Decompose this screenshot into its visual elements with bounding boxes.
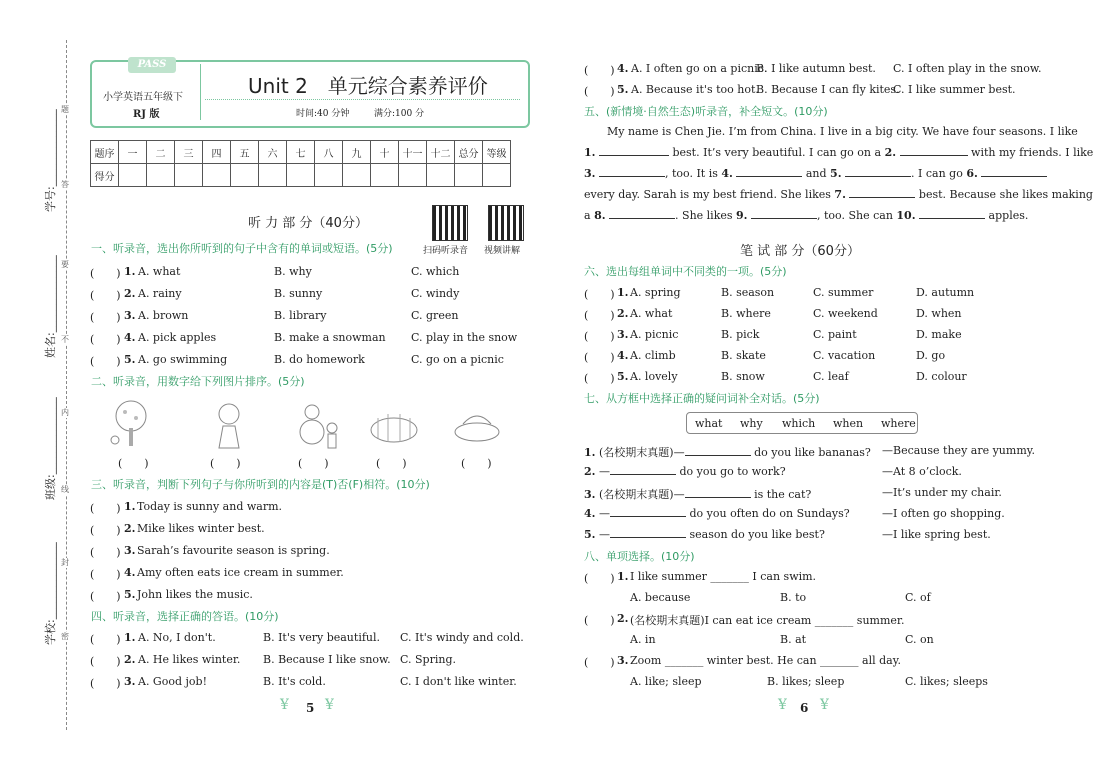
option: A. what — [630, 307, 673, 320]
class-label: 班级:______________ — [44, 397, 57, 500]
palm-tree-icon: ¥ — [325, 697, 334, 713]
page-number: 5 — [306, 701, 315, 715]
option: C. paint — [813, 328, 857, 341]
brand-logo: PASS — [128, 57, 176, 73]
option: D. make — [916, 328, 962, 341]
option: A. pick apples — [138, 331, 217, 344]
blank-field[interactable] — [685, 455, 751, 456]
answer-bracket[interactable]: ( ) — [90, 633, 121, 646]
question-text: I like summer _______ I can swim. — [630, 570, 817, 583]
table-cell: 六 — [259, 141, 287, 164]
question-number: 4. — [124, 566, 136, 579]
option: A. Good job! — [138, 675, 208, 688]
table-cell: 七 — [287, 141, 315, 164]
option: C. which — [411, 265, 460, 278]
option: D. autumn — [916, 286, 975, 299]
answer-bracket[interactable]: ( ) — [210, 457, 241, 470]
question-number: 2. — [617, 612, 629, 625]
title-underline — [205, 99, 520, 100]
question-number: 5. — [617, 83, 629, 96]
blank-field[interactable] — [919, 218, 985, 219]
section-1-title: 一、听录音，选出你所听到的句子中含有的单词或短语。(5分) — [91, 242, 393, 255]
option: A. I often go on a picnic. — [631, 62, 768, 75]
score-cell[interactable] — [119, 164, 147, 187]
option: B. make a snowman — [274, 331, 386, 344]
school-label: 学校:______________ — [44, 542, 57, 645]
blank-field[interactable] — [845, 176, 911, 177]
question-number: 3. — [617, 328, 629, 341]
option: A. go swimming — [138, 353, 228, 366]
option: C. on — [905, 633, 934, 646]
word-bank-item: when — [833, 417, 864, 430]
section-2-title: 二、听录音，用数字给下列图片排序。(5分) — [91, 375, 305, 388]
answer-bracket[interactable]: ( ) — [90, 333, 121, 346]
score-cell[interactable] — [315, 164, 343, 187]
option: D. colour — [916, 370, 967, 383]
answer-bracket[interactable]: ( ) — [90, 524, 121, 537]
dialogue-question: 3. (名校期末真题)— is the cat? — [584, 488, 812, 501]
question-text: (名校期末真题)I can eat ice cream _______ summer. — [630, 614, 905, 627]
passage-line: My name is Chen Jie. I’m from China. I live in a big city. We have four seasons. I like — [607, 125, 1078, 138]
score-cell[interactable] — [455, 164, 483, 187]
answer-bracket[interactable]: ( ) — [90, 590, 121, 603]
cut-char: 题 — [61, 105, 69, 114]
answer-bracket[interactable]: ( ) — [584, 85, 615, 98]
score-cell[interactable] — [483, 164, 511, 187]
time-label: 时间:40 分钟 — [296, 109, 350, 119]
edition-label: RJ 版 — [133, 109, 160, 120]
table-cell: 二 — [147, 141, 175, 164]
passage-line: 3. , too. It is 4. and 5. . I can go 6. — [584, 167, 1047, 180]
question-number: 5. — [124, 353, 136, 366]
cut-char: 答 — [61, 180, 69, 189]
question-number: 1. — [617, 286, 629, 299]
option: A. what — [138, 265, 181, 278]
section-3-title: 三、听录音，判断下列句子与你所听到的内容是(T)否(F)相符。(10分) — [91, 478, 430, 491]
question-number: 5. — [617, 370, 629, 383]
option: A. like; sleep — [630, 675, 702, 688]
dialogue-question: 2. — do you go to work? — [584, 465, 786, 478]
section-7-title: 七、从方框中选择正确的疑问词补全对话。(5分) — [584, 392, 820, 405]
question-number: 1. — [124, 265, 136, 278]
option: B. where — [721, 307, 771, 320]
question-text: Zoom _______ winter best. He can _______ all day. — [630, 654, 901, 667]
statement: Sarah’s favourite season is spring. — [137, 544, 330, 557]
option: C. vacation — [813, 349, 876, 362]
table-cell: 一 — [119, 141, 147, 164]
cut-char: 线 — [61, 485, 69, 494]
option: A. Because it's too hot. — [631, 83, 759, 96]
option: C. of — [905, 591, 931, 604]
answer-bracket[interactable]: ( ) — [584, 309, 615, 322]
option: B. library — [274, 309, 327, 322]
option: A. spring — [630, 286, 681, 299]
option: B. It's very beautiful. — [263, 631, 381, 644]
section-8-title: 八、单项选择。(10分) — [584, 550, 695, 563]
library-picture — [368, 398, 420, 450]
score-cell[interactable] — [371, 164, 399, 187]
option: A. climb — [630, 349, 676, 362]
dialogue-question: 5. — season do you like best? — [584, 528, 825, 541]
section-5-title: 五、(新情境·自然生态)听录音，补全短文。(10分) — [584, 105, 828, 118]
option: A. because — [630, 591, 691, 604]
answer-bracket[interactable]: ( ) — [584, 614, 615, 627]
passage-line: 1. best. It’s very beautiful. I can go on a 2. with my friends. I like — [584, 146, 1093, 159]
palm-tree-icon: ¥ — [820, 697, 829, 713]
option: B. why — [274, 265, 312, 278]
option: C. I don't like winter. — [400, 675, 517, 688]
blank-field[interactable] — [751, 218, 817, 219]
option: A. picnic — [630, 328, 679, 341]
answer-bracket[interactable]: ( ) — [118, 457, 149, 470]
question-number: 4. — [617, 62, 629, 75]
answer-bracket[interactable]: ( ) — [584, 64, 615, 77]
option: C. likes; sleeps — [905, 675, 988, 688]
blank-field[interactable] — [609, 218, 675, 219]
option: D. go — [916, 349, 946, 362]
option: B. Because I can fly kites. — [756, 83, 900, 96]
word-bank-item: why — [740, 417, 763, 430]
option: B. pick — [721, 328, 760, 341]
question-number: 2. — [124, 522, 136, 535]
answer-bracket[interactable]: ( ) — [90, 289, 121, 302]
answer-bracket[interactable]: ( ) — [90, 267, 121, 280]
option: C. I often play in the snow. — [893, 62, 1042, 75]
palm-tree-icon: ¥ — [280, 697, 289, 713]
score-cell[interactable] — [147, 164, 175, 187]
score-cell[interactable] — [399, 164, 427, 187]
question-number: 3. — [124, 309, 136, 322]
option: C. play in the snow — [411, 331, 518, 344]
dialogue-question: 4. — do you often do on Sundays? — [584, 507, 850, 520]
table-cell: 十 — [371, 141, 399, 164]
option: B. season — [721, 286, 775, 299]
option: D. when — [916, 307, 962, 320]
cut-char: 密 — [61, 632, 69, 641]
question-number: 1. — [617, 570, 629, 583]
option: B. snow — [721, 370, 765, 383]
qr-caption: 视频讲解 — [484, 246, 521, 256]
blank-field[interactable] — [685, 497, 751, 498]
qr-caption: 扫码听录音 — [423, 246, 469, 256]
score-table — [90, 140, 511, 187]
option: C. windy — [411, 287, 460, 300]
question-number: 1. — [124, 500, 136, 513]
option: B. sunny — [274, 287, 323, 300]
page-title: Unit 2 单元综合素养评价 — [248, 74, 488, 98]
option: B. do homework — [274, 353, 365, 366]
header-divider — [200, 64, 201, 120]
question-number: 4. — [124, 331, 136, 344]
answer-bracket[interactable]: ( ) — [584, 330, 615, 343]
score-table-header-row — [91, 141, 511, 164]
answer-bracket[interactable]: ( ) — [461, 457, 492, 470]
option: C. leaf — [813, 370, 849, 383]
table-cell: 九 — [343, 141, 371, 164]
option: C. I like summer best. — [893, 83, 1016, 96]
table-cell: 总分 — [455, 141, 483, 164]
page-number: 6 — [800, 701, 809, 715]
answer-bracket[interactable]: ( ) — [90, 502, 121, 515]
score-cell[interactable] — [287, 164, 315, 187]
table-cell: 题序 — [91, 141, 119, 164]
table-cell: 十二 — [427, 141, 455, 164]
table-cell: 四 — [203, 141, 231, 164]
blank-field[interactable] — [610, 537, 686, 538]
table-cell: 三 — [175, 141, 203, 164]
option: C. green — [411, 309, 459, 322]
score-cell[interactable] — [203, 164, 231, 187]
passage-line: every day. Sarah is my best friend. She likes 7. best. Because she likes making — [584, 188, 1093, 201]
blank-field[interactable] — [736, 176, 802, 177]
table-cell: 得分 — [91, 164, 119, 187]
option: C. It's windy and cold. — [400, 631, 524, 644]
answer-bracket[interactable]: ( ) — [90, 568, 121, 581]
binding-line — [66, 40, 67, 730]
question-number: 2. — [124, 653, 136, 666]
snowman-picture — [290, 398, 342, 450]
section-4-title: 四、听录音，选择正确的答语。(10分) — [91, 610, 279, 623]
dialogue-question: 1. (名校期末真题)— do you like bananas? — [584, 446, 871, 459]
answer-bracket[interactable]: ( ) — [90, 546, 121, 559]
student-id-label: 学号:______________ — [44, 109, 57, 212]
cut-char: 封 — [61, 558, 69, 567]
score-cell[interactable] — [259, 164, 287, 187]
option: A. He likes winter. — [138, 653, 241, 666]
blank-field[interactable] — [849, 197, 915, 198]
qr-code-icon[interactable] — [432, 205, 468, 241]
option: C. weekend — [813, 307, 878, 320]
option: B. to — [780, 591, 807, 604]
girl-picture — [203, 398, 255, 450]
answer-bracket[interactable]: ( ) — [90, 355, 121, 368]
table-cell: 等级 — [483, 141, 511, 164]
passage-line: a 8. . She likes 9. , too. She can 10. apples. — [584, 209, 1029, 222]
dialogue-answer: —Because they are yummy. — [882, 444, 1036, 457]
cut-char: 不 — [61, 335, 69, 344]
blank-field[interactable] — [981, 176, 1047, 177]
option: C. Spring. — [400, 653, 456, 666]
answer-bracket[interactable]: ( ) — [90, 677, 121, 690]
apple-picking-picture — [105, 398, 157, 450]
answer-bracket[interactable]: ( ) — [584, 656, 615, 669]
score-table-score-row — [91, 164, 511, 187]
dialogue-answer: —I like spring best. — [882, 528, 991, 541]
question-number: 2. — [124, 287, 136, 300]
option: A. No, I don't. — [138, 631, 216, 644]
option: B. Because I like snow. — [263, 653, 391, 666]
answer-bracket[interactable]: ( ) — [584, 572, 615, 585]
question-number: 5. — [124, 588, 136, 601]
option: A. brown — [138, 309, 189, 322]
name-label: 姓名:______________ — [44, 255, 57, 358]
question-number: 4. — [617, 349, 629, 362]
question-number: 3. — [124, 675, 136, 688]
statement: Amy often eats ice cream in summer. — [137, 566, 344, 579]
option: B. skate — [721, 349, 766, 362]
qr-code-icon[interactable] — [488, 205, 524, 241]
score-cell[interactable] — [231, 164, 259, 187]
cut-char: 内 — [61, 408, 69, 417]
answer-bracket[interactable]: ( ) — [90, 311, 121, 324]
score-cell[interactable] — [427, 164, 455, 187]
blank-field[interactable] — [610, 474, 676, 475]
option: A. rainy — [138, 287, 182, 300]
question-number: 1. — [124, 631, 136, 644]
dialogue-answer: —At 8 o’clock. — [882, 465, 962, 478]
answer-bracket[interactable]: ( ) — [376, 457, 407, 470]
dialogue-answer: —It’s under my chair. — [882, 486, 1002, 499]
question-number: 3. — [124, 544, 136, 557]
written-section-title: 笔 试 部 分（60分） — [740, 244, 860, 259]
grade-label: 小学英语五年级下 — [103, 92, 183, 103]
statement: John likes the music. — [137, 588, 253, 601]
answer-bracket[interactable]: ( ) — [584, 372, 615, 385]
option: B. It's cold. — [263, 675, 326, 688]
answer-bracket[interactable]: ( ) — [584, 288, 615, 301]
option: B. at — [780, 633, 807, 646]
table-cell: 十一 — [399, 141, 427, 164]
picnic-picture — [451, 398, 503, 450]
question-number: 2. — [617, 307, 629, 320]
full-score-label: 满分:100 分 — [374, 109, 425, 119]
table-cell: 八 — [315, 141, 343, 164]
table-cell: 五 — [231, 141, 259, 164]
option: C. go on a picnic — [411, 353, 504, 366]
option: B. I like autumn best. — [756, 62, 876, 75]
option: B. likes; sleep — [767, 675, 845, 688]
option: C. summer — [813, 286, 874, 299]
word-bank-item: where — [881, 417, 916, 430]
word-bank-item: what — [695, 417, 723, 430]
score-cell[interactable] — [175, 164, 203, 187]
score-cell[interactable] — [343, 164, 371, 187]
blank-field[interactable] — [610, 516, 686, 517]
cut-char: 要 — [61, 260, 69, 269]
statement: Today is sunny and warm. — [137, 500, 283, 513]
answer-bracket[interactable]: ( ) — [90, 655, 121, 668]
section-6-title: 六、选出每组单词中不同类的一项。(5分) — [584, 265, 787, 278]
blank-field[interactable] — [900, 155, 968, 156]
answer-bracket[interactable]: ( ) — [298, 457, 329, 470]
option: A. in — [630, 633, 656, 646]
statement: Mike likes winter best. — [137, 522, 265, 535]
answer-bracket[interactable]: ( ) — [584, 351, 615, 364]
word-bank-item: which — [782, 417, 816, 430]
blank-field[interactable] — [599, 176, 665, 177]
question-number: 3. — [617, 654, 629, 667]
blank-field[interactable] — [599, 155, 669, 156]
palm-tree-icon: ¥ — [778, 697, 787, 713]
listening-section-title: 听 力 部 分（40分） — [248, 216, 368, 231]
option: A. lovely — [630, 370, 678, 383]
dialogue-answer: —I often go shopping. — [882, 507, 1005, 520]
